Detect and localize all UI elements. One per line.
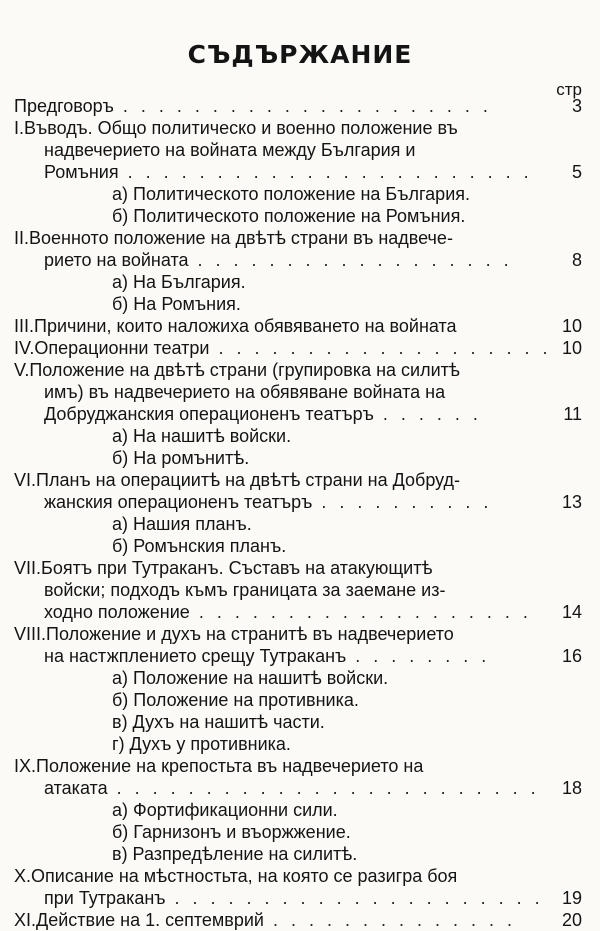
toc-entry-continuation: надвечерието на войната между България и <box>44 140 416 160</box>
page-number: 10 <box>561 338 582 358</box>
toc-entry: IX.Положение на крепостьта въ надвечерието на <box>14 756 424 776</box>
page-number: 20 <box>561 910 582 930</box>
toc-subentry: б) Гарнизонъ и въоржжение. <box>112 822 351 842</box>
toc-entry: VI.Планъ на операциитѣ на двѣтѣ страни на Добруд- <box>14 470 461 490</box>
toc-entry-continuation: атаката . . . . . . . . . . . . . . . . . . . . . . . . 18 <box>44 778 582 798</box>
toc-entry: V.Положение на двѣтѣ страни (групировка на силитѣ <box>14 360 460 380</box>
toc-subentry: а) На нашитѣ войски. <box>112 426 292 446</box>
page-column-label: стр <box>556 80 582 99</box>
toc-entry: VIII.Положение и духъ на странитѣ въ надвечерието <box>14 624 454 644</box>
toc-entry: Предговоръ . . . . . . . . . . . . . . . . . . . . . 3 <box>14 96 582 116</box>
toc-entry: II.Военното положение на двѣтѣ страни въ надвече- <box>14 228 453 248</box>
toc-subentry: б) Политическото положение на Ромъния. <box>112 206 466 226</box>
toc-entry: III.Причини, които наложиха обявяването на войната 10 <box>14 316 582 336</box>
toc-entry: IV.Операционни театри . . . . . . . . . . . . . . . . . . . 10 <box>14 338 582 358</box>
toc-subentry: а) Положение на нашитѣ войски. <box>112 668 389 688</box>
page-number: 11 <box>563 404 582 424</box>
toc-entry-continuation: Ромъния . . . . . . . . . . . . . . . . . . . . . . . 5 <box>44 162 582 182</box>
page-number: 5 <box>571 162 582 182</box>
toc-subentry: б) На ромънитѣ. <box>112 448 250 468</box>
page-title: СЪДЪРЖАНИЕ <box>187 40 413 69</box>
page-number: 3 <box>571 96 582 116</box>
toc-subentry: б) На Ромъния. <box>112 294 241 314</box>
toc-entry: X.Описание на мѣстностьта, на която се разигра боя <box>14 866 458 886</box>
page-number: 14 <box>561 602 582 622</box>
table-of-contents <box>14 95 582 931</box>
toc-entry-continuation: войски; подходъ къмъ границата за заемане из- <box>44 580 446 600</box>
toc-subentry: а) Фортификационни сили. <box>112 800 338 820</box>
toc-subentry: в) Разпредѣление на силитѣ. <box>112 844 358 864</box>
toc-entry: I.Въводъ. Общо политическо и военно положение въ <box>14 118 458 138</box>
toc-entry-continuation: жанския операционенъ театъръ . . . . . . . . . . 13 <box>44 492 582 512</box>
toc-subentry: в) Духъ на нашитѣ части. <box>112 712 325 732</box>
toc-subentry: а) На България. <box>112 272 246 292</box>
page-number: 10 <box>561 316 582 336</box>
toc-subentry: б) Положение на противника. <box>112 690 359 710</box>
toc-subentry: а) Нашия планъ. <box>112 514 252 534</box>
page-number: 8 <box>571 250 582 270</box>
toc-entry-continuation: при Тутраканъ . . . . . . . . . . . . . . . . . . . . . 19 <box>44 888 582 908</box>
toc-subentry: а) Политическото положение на България. <box>112 184 470 204</box>
toc-entry: XI.Действие на 1. септемврий . . . . . . . . . . . . . . 20 <box>14 910 582 930</box>
toc-entry-continuation: на настжплението срещу Тутраканъ . . . . . . . . 16 <box>44 646 582 666</box>
page-number: 18 <box>561 778 582 798</box>
page-number: 19 <box>561 888 582 908</box>
toc-entry-continuation: Добруджанския операционенъ театъръ . . . . . . 11 <box>44 404 582 424</box>
page-number: 16 <box>561 646 582 666</box>
page-number: 13 <box>561 492 582 512</box>
toc-entry-continuation: рието на войната . . . . . . . . . . . . . . . . . . 8 <box>44 250 582 270</box>
toc-entry: VII.Боятъ при Тутраканъ. Съставъ на атакующитѣ <box>14 558 433 578</box>
toc-subentry: г) Духъ у противника. <box>112 734 291 754</box>
toc-entry-continuation: ходно положение . . . . . . . . . . . . . . . . . . . 14 <box>44 602 582 622</box>
toc-entry-continuation: имъ) въ надвечерието на обявяване войната на <box>44 382 446 402</box>
toc-subentry: б) Ромънския планъ. <box>112 536 287 556</box>
